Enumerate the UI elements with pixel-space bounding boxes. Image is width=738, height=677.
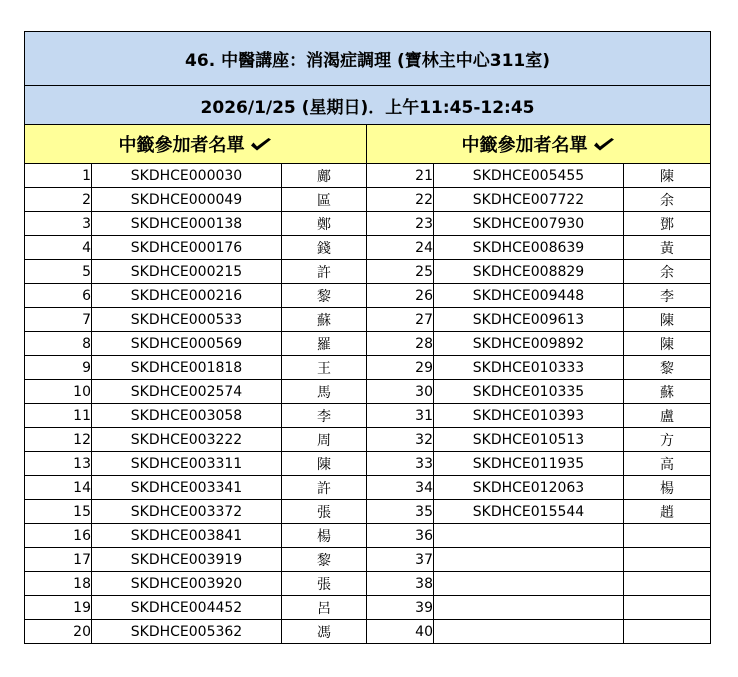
- entry-code: SKDHCE000569: [92, 332, 282, 356]
- entry-code: SKDHCE011935: [434, 452, 624, 476]
- entry-number: 24: [367, 236, 434, 260]
- entry-surname: 周: [282, 428, 367, 452]
- entry-code: SKDHCE000215: [92, 260, 282, 284]
- entry-code: SKDHCE009448: [434, 284, 624, 308]
- entry-surname: 黎: [282, 284, 367, 308]
- entry-number: 20: [25, 620, 92, 644]
- entry-surname: 陳: [624, 332, 711, 356]
- header-left-label: 中籤參加者名單: [118, 135, 245, 156]
- table-row: [25, 164, 711, 188]
- table-row: [25, 404, 711, 428]
- entry-code: [434, 620, 624, 644]
- entry-surname: 陳: [624, 164, 711, 188]
- entry-surname: [624, 620, 711, 644]
- table-row: [25, 188, 711, 212]
- entry-code: SKDHCE010335: [434, 380, 624, 404]
- entry-code: SKDHCE009613: [434, 308, 624, 332]
- entry-surname: 陳: [282, 452, 367, 476]
- entry-code: SKDHCE008639: [434, 236, 624, 260]
- entry-surname: 蘇: [624, 380, 711, 404]
- entry-number: 5: [25, 260, 92, 284]
- entry-code: SKDHCE010333: [434, 356, 624, 380]
- entry-number: 35: [367, 500, 434, 524]
- entry-surname: [624, 572, 711, 596]
- table-row: [25, 236, 711, 260]
- entry-code: SKDHCE000049: [92, 188, 282, 212]
- entry-code: SKDHCE004452: [92, 596, 282, 620]
- entry-number: 32: [367, 428, 434, 452]
- table-row: [25, 620, 711, 644]
- entry-code: SKDHCE003372: [92, 500, 282, 524]
- entry-number: 31: [367, 404, 434, 428]
- checkmark-icon: [592, 138, 616, 152]
- entry-number: 1: [25, 164, 92, 188]
- entry-surname: 陳: [624, 308, 711, 332]
- table-row: [25, 572, 711, 596]
- entry-number: 26: [367, 284, 434, 308]
- entry-code: SKDHCE009892: [434, 332, 624, 356]
- entry-code: SKDHCE000533: [92, 308, 282, 332]
- entry-surname: 余: [624, 188, 711, 212]
- entry-surname: 錢: [282, 236, 367, 260]
- entry-surname: 張: [282, 572, 367, 596]
- entry-surname: 馮: [282, 620, 367, 644]
- entry-number: 8: [25, 332, 92, 356]
- entry-code: [434, 572, 624, 596]
- table-row: [25, 500, 711, 524]
- entry-surname: 許: [282, 260, 367, 284]
- entry-number: 23: [367, 212, 434, 236]
- entry-surname: 楊: [282, 524, 367, 548]
- entry-number: 22: [367, 188, 434, 212]
- entry-number: 12: [25, 428, 92, 452]
- entry-number: 27: [367, 308, 434, 332]
- date-row: [25, 86, 711, 125]
- entry-surname: 張: [282, 500, 367, 524]
- entry-code: SKDHCE000030: [92, 164, 282, 188]
- entry-surname: 鄺: [282, 164, 367, 188]
- entry-surname: 方: [624, 428, 711, 452]
- entry-number: 9: [25, 356, 92, 380]
- entry-surname: 馬: [282, 380, 367, 404]
- entry-number: 3: [25, 212, 92, 236]
- header-left: [25, 125, 367, 164]
- entry-surname: 李: [282, 404, 367, 428]
- entry-number: 28: [367, 332, 434, 356]
- entry-surname: 呂: [282, 596, 367, 620]
- entry-code: SKDHCE008829: [434, 260, 624, 284]
- entry-code: SKDHCE005455: [434, 164, 624, 188]
- entry-code: SKDHCE003841: [92, 524, 282, 548]
- table-row: [25, 452, 711, 476]
- entry-code: SKDHCE012063: [434, 476, 624, 500]
- table-row: [25, 524, 711, 548]
- entry-code: SKDHCE007722: [434, 188, 624, 212]
- entry-number: 21: [367, 164, 434, 188]
- entry-number: 30: [367, 380, 434, 404]
- title-row: [25, 32, 711, 86]
- entry-number: 36: [367, 524, 434, 548]
- entry-number: 25: [367, 260, 434, 284]
- entry-number: 11: [25, 404, 92, 428]
- entry-number: 7: [25, 308, 92, 332]
- entry-surname: 王: [282, 356, 367, 380]
- entry-number: 40: [367, 620, 434, 644]
- table-row: [25, 284, 711, 308]
- entry-number: 6: [25, 284, 92, 308]
- entry-code: SKDHCE003222: [92, 428, 282, 452]
- entry-surname: 楊: [624, 476, 711, 500]
- entry-code: SKDHCE003920: [92, 572, 282, 596]
- entry-code: SKDHCE000176: [92, 236, 282, 260]
- header-row: [25, 125, 711, 164]
- entry-code: SKDHCE003311: [92, 452, 282, 476]
- event-title: 46. 中醫講座：消渴症調理 (寶林主中心311室): [25, 32, 711, 86]
- header-right-label: 中籤參加者名單: [461, 135, 588, 156]
- entry-code: SKDHCE010393: [434, 404, 624, 428]
- entry-surname: 黃: [624, 236, 711, 260]
- entry-code: [434, 524, 624, 548]
- entry-surname: 余: [624, 260, 711, 284]
- event-date-time: 2026/1/25 (星期日)．上午11:45-12:45: [25, 86, 711, 125]
- entry-number: 15: [25, 500, 92, 524]
- entry-number: 14: [25, 476, 92, 500]
- entry-number: 13: [25, 452, 92, 476]
- entry-code: SKDHCE000216: [92, 284, 282, 308]
- header-right: [367, 125, 711, 164]
- entry-code: SKDHCE003058: [92, 404, 282, 428]
- entry-code: [434, 596, 624, 620]
- entry-code: SKDHCE003341: [92, 476, 282, 500]
- entry-surname: 黎: [282, 548, 367, 572]
- entry-surname: [624, 524, 711, 548]
- entry-number: 19: [25, 596, 92, 620]
- entry-number: 10: [25, 380, 92, 404]
- table-row: [25, 548, 711, 572]
- table-row: [25, 356, 711, 380]
- table-row: [25, 380, 711, 404]
- entry-number: 4: [25, 236, 92, 260]
- table-row: [25, 260, 711, 284]
- entry-number: 18: [25, 572, 92, 596]
- table-row: [25, 308, 711, 332]
- entry-surname: 區: [282, 188, 367, 212]
- entry-surname: 李: [624, 284, 711, 308]
- entry-code: SKDHCE003919: [92, 548, 282, 572]
- checkmark-icon: [249, 138, 273, 152]
- entry-code: SKDHCE000138: [92, 212, 282, 236]
- entry-surname: 羅: [282, 332, 367, 356]
- entry-number: 29: [367, 356, 434, 380]
- entry-number: 2: [25, 188, 92, 212]
- entry-surname: 鄭: [282, 212, 367, 236]
- table-row: [25, 596, 711, 620]
- entry-code: SKDHCE007930: [434, 212, 624, 236]
- entry-code: [434, 548, 624, 572]
- entry-number: 16: [25, 524, 92, 548]
- entry-surname: [624, 596, 711, 620]
- entry-number: 33: [367, 452, 434, 476]
- winner-list-table: [24, 31, 711, 644]
- table-row: [25, 428, 711, 452]
- entry-number: 34: [367, 476, 434, 500]
- table-row: [25, 332, 711, 356]
- entry-surname: [624, 548, 711, 572]
- entry-code: SKDHCE010513: [434, 428, 624, 452]
- entry-number: 37: [367, 548, 434, 572]
- entry-surname: 許: [282, 476, 367, 500]
- entry-code: SKDHCE015544: [434, 500, 624, 524]
- entry-surname: 黎: [624, 356, 711, 380]
- entry-code: SKDHCE002574: [92, 380, 282, 404]
- entry-surname: 蘇: [282, 308, 367, 332]
- entry-number: 38: [367, 572, 434, 596]
- entry-surname: 高: [624, 452, 711, 476]
- table-row: [25, 476, 711, 500]
- entry-surname: 趙: [624, 500, 711, 524]
- entry-code: SKDHCE001818: [92, 356, 282, 380]
- entry-surname: 盧: [624, 404, 711, 428]
- entry-code: SKDHCE005362: [92, 620, 282, 644]
- entry-surname: 鄧: [624, 212, 711, 236]
- table-row: [25, 212, 711, 236]
- entry-number: 17: [25, 548, 92, 572]
- entry-number: 39: [367, 596, 434, 620]
